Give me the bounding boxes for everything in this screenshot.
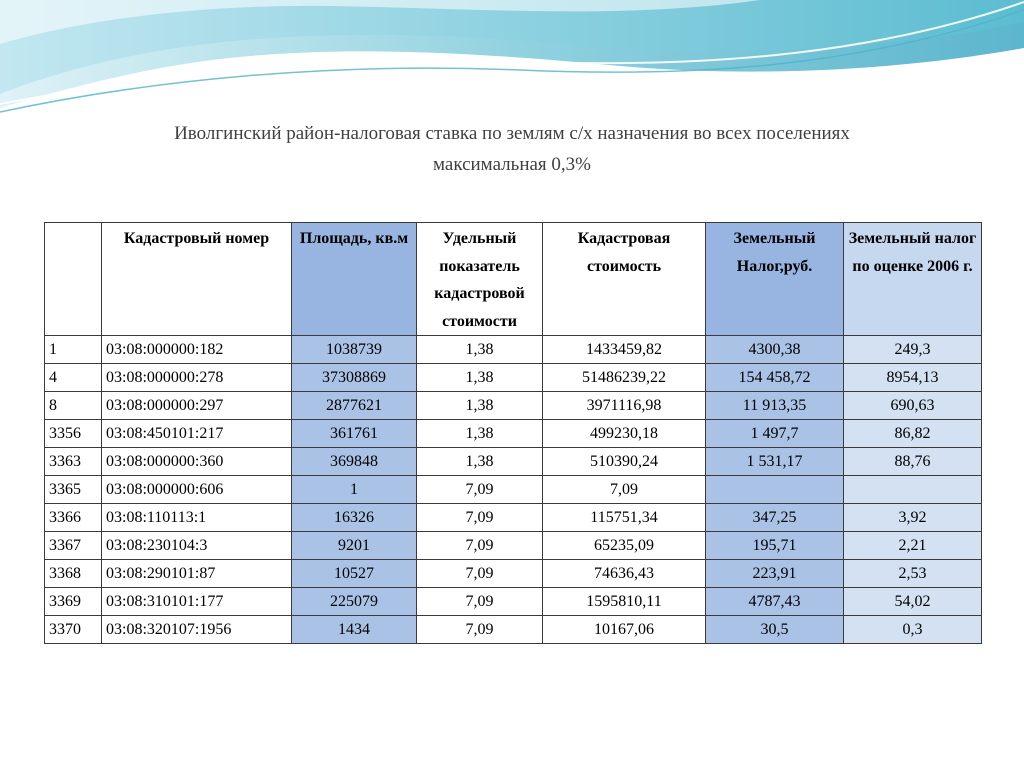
cell-land-tax-2006: 86,82 (844, 420, 982, 448)
cell-specific-index: 7,09 (417, 588, 543, 616)
cell-area: 16326 (292, 504, 417, 532)
cell-area: 361761 (292, 420, 417, 448)
cell-area: 2877621 (292, 392, 417, 420)
table-row (45, 532, 982, 560)
cell-area: 1 (292, 476, 417, 504)
cell-land-tax: 4300,38 (706, 336, 844, 364)
table-row (45, 336, 982, 364)
cell-number: 3370 (45, 616, 102, 644)
table-row (45, 504, 982, 532)
cell-specific-index: 1,38 (417, 392, 543, 420)
cell-land-tax: 347,25 (706, 504, 844, 532)
cell-land-tax (706, 476, 844, 504)
cell-land-tax-2006: 3,92 (844, 504, 982, 532)
cell-specific-index: 1,38 (417, 364, 543, 392)
table-body (45, 336, 982, 644)
cell-area: 369848 (292, 448, 417, 476)
table-row (45, 560, 982, 588)
header-number (45, 223, 102, 336)
cell-specific-index: 1,38 (417, 420, 543, 448)
cell-cadastral-value: 1433459,82 (543, 336, 706, 364)
cell-specific-index: 1,38 (417, 448, 543, 476)
table-row (45, 420, 982, 448)
cell-number: 3368 (45, 560, 102, 588)
cell-specific-index: 7,09 (417, 560, 543, 588)
cell-cadastral-value: 510390,24 (543, 448, 706, 476)
cell-area: 225079 (292, 588, 417, 616)
cell-cadastral-number: 03:08:320107:1956 (102, 616, 292, 644)
wave-decoration (0, 0, 1024, 120)
cell-cadastral-number: 03:08:110113:1 (102, 504, 292, 532)
cell-number: 3356 (45, 420, 102, 448)
cell-cadastral-value: 51486239,22 (543, 364, 706, 392)
cell-specific-index: 7,09 (417, 616, 543, 644)
cell-specific-index: 7,09 (417, 532, 543, 560)
cell-land-tax-2006: 2,21 (844, 532, 982, 560)
cell-land-tax: 195,71 (706, 532, 844, 560)
cell-number: 8 (45, 392, 102, 420)
cell-land-tax-2006 (844, 476, 982, 504)
cell-cadastral-value: 7,09 (543, 476, 706, 504)
cell-cadastral-number: 03:08:000000:278 (102, 364, 292, 392)
cell-cadastral-value: 65235,09 (543, 532, 706, 560)
cell-area: 1434 (292, 616, 417, 644)
cell-number: 3363 (45, 448, 102, 476)
cell-cadastral-value: 115751,34 (543, 504, 706, 532)
table-row (45, 616, 982, 644)
cell-cadastral-value: 499230,18 (543, 420, 706, 448)
cell-land-tax-2006: 54,02 (844, 588, 982, 616)
cell-cadastral-value: 74636,43 (543, 560, 706, 588)
cell-cadastral-value: 10167,06 (543, 616, 706, 644)
header-cadastral-number: Кадастровый номер (102, 223, 292, 336)
cell-land-tax: 1 497,7 (706, 420, 844, 448)
tax-table (44, 222, 982, 644)
header-land-tax: Земельный Налог,руб. (706, 223, 844, 336)
cell-cadastral-number: 03:08:230104:3 (102, 532, 292, 560)
title-line-2: максимальная 0,3% (433, 154, 591, 175)
cell-specific-index: 1,38 (417, 336, 543, 364)
cell-cadastral-number: 03:08:000000:297 (102, 392, 292, 420)
header-cadastral-value: Кадастровая стоимость (543, 223, 706, 336)
header-land-tax-2006: Земельный налог по оценке 2006 г. (844, 223, 982, 336)
cell-number: 4 (45, 364, 102, 392)
cell-number: 3367 (45, 532, 102, 560)
cell-land-tax-2006: 88,76 (844, 448, 982, 476)
table-row (45, 448, 982, 476)
table-row (45, 392, 982, 420)
cell-land-tax: 30,5 (706, 616, 844, 644)
cell-number: 1 (45, 336, 102, 364)
header-area: Площадь, кв.м (292, 223, 417, 336)
table-header-row (45, 223, 982, 336)
cell-cadastral-value: 3971116,98 (543, 392, 706, 420)
cell-number: 3366 (45, 504, 102, 532)
cell-number: 3369 (45, 588, 102, 616)
cell-cadastral-number: 03:08:000000:606 (102, 476, 292, 504)
cell-cadastral-number: 03:08:000000:360 (102, 448, 292, 476)
cell-land-tax: 223,91 (706, 560, 844, 588)
cell-land-tax-2006: 690,63 (844, 392, 982, 420)
cell-land-tax-2006: 2,53 (844, 560, 982, 588)
cell-land-tax-2006: 249,3 (844, 336, 982, 364)
cell-land-tax: 4787,43 (706, 588, 844, 616)
title-line-1: Иволгинский район-налоговая ставка по землям с/х назначения во всех поселениях (174, 123, 850, 144)
cell-cadastral-number: 03:08:310101:177 (102, 588, 292, 616)
cell-land-tax-2006: 0,3 (844, 616, 982, 644)
cell-specific-index: 7,09 (417, 476, 543, 504)
cell-specific-index: 7,09 (417, 504, 543, 532)
cell-area: 10527 (292, 560, 417, 588)
cell-number: 3365 (45, 476, 102, 504)
cell-land-tax-2006: 8954,13 (844, 364, 982, 392)
page-title (60, 118, 964, 180)
cell-land-tax: 11 913,35 (706, 392, 844, 420)
cell-cadastral-number: 03:08:290101:87 (102, 560, 292, 588)
cell-cadastral-number: 03:08:000000:182 (102, 336, 292, 364)
table-row (45, 364, 982, 392)
cell-area: 1038739 (292, 336, 417, 364)
header-specific-index: Удельный показатель кадастровой стоимости (417, 223, 543, 336)
cell-area: 9201 (292, 532, 417, 560)
cell-area: 37308869 (292, 364, 417, 392)
cell-cadastral-number: 03:08:450101:217 (102, 420, 292, 448)
table-row (45, 476, 982, 504)
cell-land-tax: 154 458,72 (706, 364, 844, 392)
cell-cadastral-value: 1595810,11 (543, 588, 706, 616)
table-row (45, 588, 982, 616)
cell-land-tax: 1 531,17 (706, 448, 844, 476)
